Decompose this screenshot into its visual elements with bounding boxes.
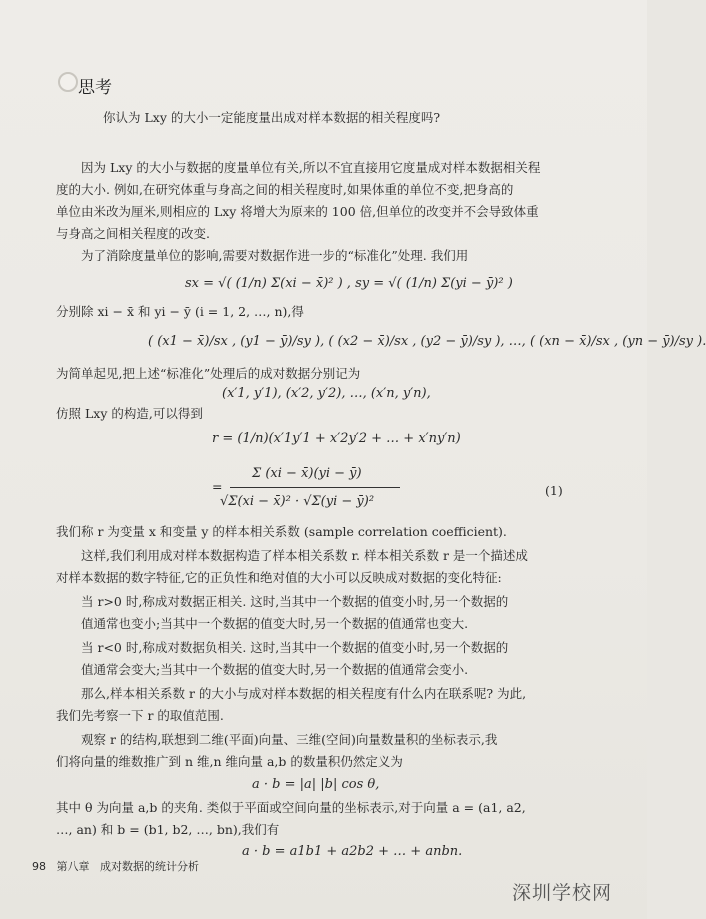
equals-sign: = bbox=[212, 479, 223, 494]
formula-s: sx = √( (1/n) Σ(xi − x̄)² ) , sy = √( (1/n) Σ(yi − ȳ)² ) bbox=[185, 276, 513, 291]
page-footer bbox=[32, 858, 199, 874]
section-title: 思考 bbox=[78, 78, 112, 98]
paragraph-line: 我们称 r 为变量 x 和变量 y 的样本相关系数 (sample correlation coefficient). bbox=[56, 524, 507, 539]
paragraph-line: 值通常也变小;当其中一个数据的值变大时,另一个数据的值通常也变大. bbox=[81, 616, 469, 631]
paragraph-line: 因为 Lxy 的大小与数据的度量单位有关,所以不宜直接用它度量成对样本数据相关程 bbox=[81, 160, 541, 175]
thinking-icon bbox=[58, 72, 78, 92]
paragraph-line: 当 r>0 时,称成对数据正相关. 这时,当其中一个数据的值变小时,另一个数据的 bbox=[81, 594, 509, 609]
paragraph-line: 值通常会变大;当其中一个数据的值变大时,另一个数据的值通常会变小. bbox=[81, 662, 469, 677]
formula-standardized: ( (x1 − x̄)/sx , (y1 − ȳ)/sy ), ( (x2 − x̄)/sx , (y2 − ȳ)/sy ), …, ( (xn − x̄)/sx , (yn − ȳ)/sy ). bbox=[148, 334, 706, 349]
formula-coordinate-sum: a · b = a1b1 + a2b2 + … + anbn. bbox=[242, 844, 463, 859]
paragraph-line: …, an) 和 b = (b1, b2, …, bn),我们有 bbox=[56, 822, 280, 837]
paragraph-line: 与身高之间相关程度的改变. bbox=[56, 226, 210, 241]
paragraph-line: 度的大小. 例如,在研究体重与身高之间的相关程度时,如果体重的单位不变,把身高的 bbox=[56, 182, 514, 197]
equation-number: (1) bbox=[545, 483, 563, 498]
formula-r2-numerator: Σ (xi − x̄)(yi − ȳ) bbox=[252, 466, 362, 481]
paragraph-line: 对样本数据的数字特征,它的正负性和绝对值的大小可以反映成对数据的变化特征: bbox=[56, 570, 502, 585]
paragraph-line: 其中 θ 为向量 a,b 的夹角. 类似于平面或空间向量的坐标表示,对于向量 a = (a1, a2, bbox=[56, 800, 526, 815]
paragraph-line: 那么,样本相关系数 r 的大小与成对样本数据的相关程度有什么内在联系呢? 为此, bbox=[81, 686, 527, 701]
question-text: 你认为 Lxy 的大小一定能度量出成对样本数据的相关程度吗? bbox=[103, 110, 441, 125]
formula-r2-denominator: √Σ(xi − x̄)² · √Σ(yi − ȳ)² bbox=[220, 494, 375, 509]
paragraph-line: 这样,我们利用成对样本数据构造了样本相关系数 r. 样本相关系数 r 是一个描述成 bbox=[81, 548, 528, 563]
site-watermark: 深圳学校网 bbox=[512, 882, 613, 904]
paragraph-line: 当 r<0 时,称成对数据负相关. 这时,当其中一个数据的值变小时,另一个数据的 bbox=[81, 640, 509, 655]
paragraph-line: 分别除 xi − x̄ 和 yi − ȳ (i = 1, 2, …, n),得 bbox=[56, 304, 304, 319]
paragraph-line: 为简单起见,把上述“标准化”处理后的成对数据分别记为 bbox=[56, 366, 361, 381]
formula-pairs: (x′1, y′1), (x′2, y′2), …, (x′n, y′n), bbox=[222, 386, 431, 401]
formula-dot-product: a · b = |a| |b| cos θ, bbox=[252, 777, 380, 792]
page-number: 98 bbox=[32, 860, 46, 873]
fraction-bar bbox=[230, 487, 400, 488]
paragraph-line: 我们先考察一下 r 的取值范围. bbox=[56, 708, 224, 723]
chapter-number: 第八章 bbox=[56, 860, 90, 873]
paragraph-line: 们将向量的维数推广到 n 维,n 维向量 a,b 的数量积仍然定义为 bbox=[56, 754, 403, 769]
chapter-title: 成对数据的统计分析 bbox=[100, 860, 199, 873]
formula-r1: r = (1/n)(x′1y′1 + x′2y′2 + … + x′ny′n) bbox=[212, 431, 461, 446]
paragraph-line: 仿照 Lxy 的构造,可以得到 bbox=[56, 406, 203, 421]
paragraph-line: 为了消除度量单位的影响,需要对数据作进一步的“标准化”处理. 我们用 bbox=[81, 248, 469, 263]
paragraph-line: 观察 r 的结构,联想到二维(平面)向量、三维(空间)向量数量积的坐标表示,我 bbox=[81, 732, 498, 747]
paragraph-line: 单位由米改为厘米,则相应的 Lxy 将增大为原来的 100 倍,但单位的改变并不会导致体重 bbox=[56, 204, 539, 219]
